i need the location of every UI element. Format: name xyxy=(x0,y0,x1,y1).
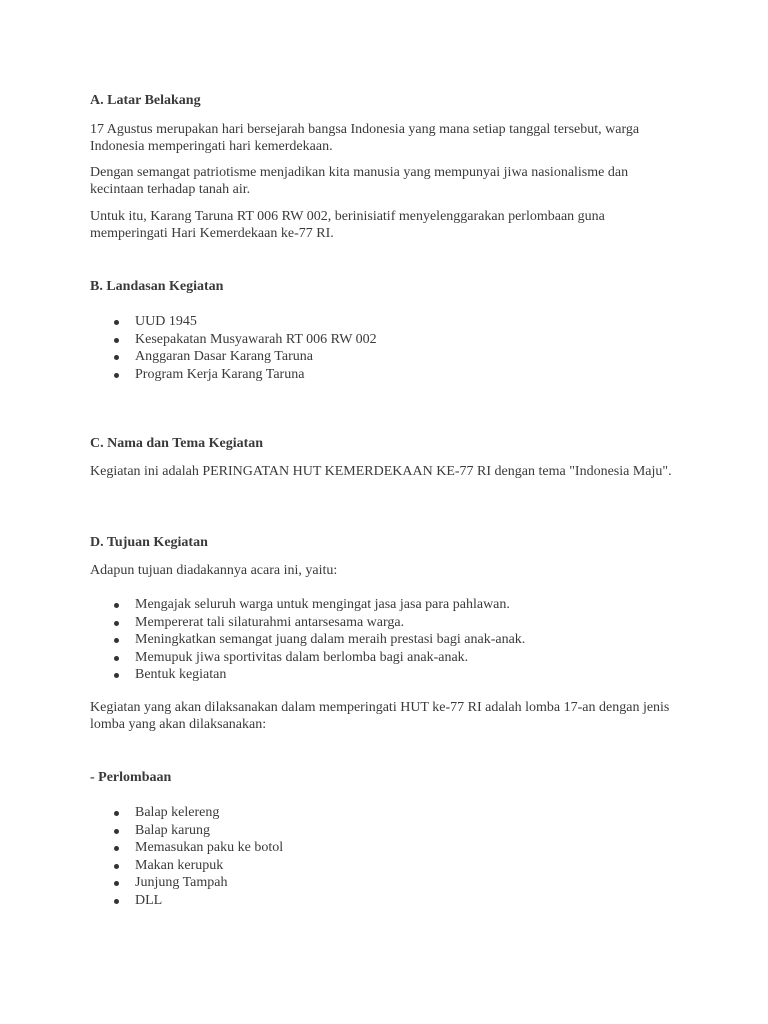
section-d-heading: D. Tujuan Kegiatan xyxy=(90,535,208,550)
list-item: Balap kelereng xyxy=(90,804,283,822)
list-item: DLL xyxy=(90,892,283,910)
bullet-icon xyxy=(114,864,119,869)
bullet-icon xyxy=(114,373,119,378)
bullet-icon xyxy=(114,881,119,886)
bullet-icon xyxy=(114,829,119,834)
list-item: Balap karung xyxy=(90,822,283,840)
bullet-icon xyxy=(114,320,119,325)
bullet-icon xyxy=(114,673,119,678)
perlombaan-heading: - Perlombaan xyxy=(90,770,172,785)
list-item: Memasukan paku ke botol xyxy=(90,839,283,857)
bullet-icon xyxy=(114,811,119,816)
section-a-heading: A. Latar Belakang xyxy=(90,93,201,108)
list-item: Program Kerja Karang Taruna xyxy=(90,366,377,384)
section-d-closing: Kegiatan yang akan dilaksanakan dalam memperingati HUT ke-77 RI adalah lomba 17-an dengan jenis lomba yang akan dilaksanakan: xyxy=(90,700,670,732)
bullet-icon xyxy=(114,338,119,343)
perlombaan-list xyxy=(90,804,283,909)
list-item: Mengajak seluruh warga untuk mengingat jasa jasa para pahlawan. xyxy=(90,596,525,614)
bullet-icon xyxy=(114,638,119,643)
section-b-heading: B. Landasan Kegiatan xyxy=(90,279,224,294)
landasan-list xyxy=(90,313,377,383)
bullet-icon xyxy=(114,621,119,626)
bullet-icon xyxy=(114,603,119,608)
bullet-icon xyxy=(114,899,119,904)
list-item: Meningkatkan semangat juang dalam meraih prestasi bagi anak-anak. xyxy=(90,631,525,649)
list-item: Makan kerupuk xyxy=(90,857,283,875)
bullet-icon xyxy=(114,846,119,851)
list-item: Memupuk jiwa sportivitas dalam berlomba bagi anak-anak. xyxy=(90,649,525,667)
section-c-paragraph: Kegiatan ini adalah PERINGATAN HUT KEMERDEKAAN KE-77 RI dengan tema "Indonesia Maju". xyxy=(90,464,672,479)
list-item: Bentuk kegiatan xyxy=(90,666,525,684)
section-c-heading: C. Nama dan Tema Kegiatan xyxy=(90,436,264,451)
bullet-icon xyxy=(114,355,119,360)
list-item: UUD 1945 xyxy=(90,313,377,331)
list-item: Kesepakatan Musyawarah RT 006 RW 002 xyxy=(90,331,377,349)
section-a-paragraph-1: 17 Agustus merupakan hari bersejarah bangsa Indonesia yang mana setiap tanggal tersebut, warga Indonesia memperingati hari kemerdekaan. xyxy=(90,122,640,154)
section-d-intro: Adapun tujuan diadakannya acara ini, yaitu: xyxy=(90,563,338,578)
section-a-paragraph-3: Untuk itu, Karang Taruna RT 006 RW 002, berinisiatif menyelenggarakan perlombaan guna memperingati Hari Kemerdekaan ke-77 RI. xyxy=(90,209,605,241)
tujuan-list xyxy=(90,596,525,684)
list-item: Mempererat tali silaturahmi antarsesama warga. xyxy=(90,614,525,632)
bullet-icon xyxy=(114,656,119,661)
section-a-paragraph-2: Dengan semangat patriotisme menjadikan kita manusia yang mempunyai jiwa nasionalisme dan kecintaan terhadap tanah air. xyxy=(90,165,629,197)
list-item: Anggaran Dasar Karang Taruna xyxy=(90,348,377,366)
list-item: Junjung Tampah xyxy=(90,874,283,892)
